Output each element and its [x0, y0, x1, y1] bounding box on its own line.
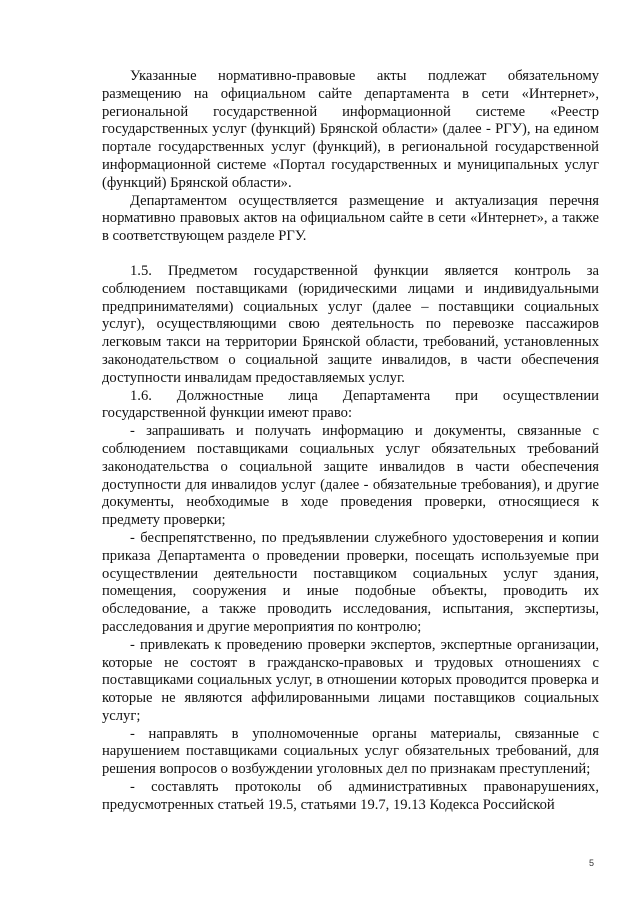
list-item-request-info: - запрашивать и получать информацию и документы, связанные с соблюдением поставщиками социальных услуг обязательных требований законодательства о социальной защите инвалидов в части обеспечения доступности для инвалидов услуг (далее - обязательные требования), и другие документы, необходимые в ходе проведения проверки, относящиеся к предмету проверки;: [102, 423, 599, 529]
list-item-send-materials: - направлять в уполномоченные органы материалы, связанные с нарушением поставщиками социальных услуг обязательных требований, для решения вопросов о возбуждении уголовных дел по признакам преступлений;: [102, 725, 599, 778]
list-item-engage-experts: - привлекать к проведению проверки экспертов, экспертные организации, которые не состоят в гражданско-правовых и трудовых отношениях с поставщиками социальных услуг, в отношении которых проводится проверка и которые не являются аффилированными лицами поставщиков социальных услуг;: [102, 636, 599, 724]
paragraph-section-1-5: 1.5. Предметом государственной функции является контроль за соблюдением поставщиками (юридическими лицами и индивидуальными предпринимателями) социальных услуг (далее – поставщики социальных услуг), осуществляющими свою деятельность по перевозке пассажиров легковым такси на территории Брянской области, требований, установленных законодательством о социальной защите инвалидов, в части обеспечения доступности инвалидам предоставляемых услуг.: [102, 262, 599, 386]
list-item-draw-protocols: - составлять протоколы об административных правонарушениях, предусмотренных статьей 19.5, статьями 19.7, 19.13 Кодекса Российской: [102, 779, 599, 813]
paragraph-publication: Указанные нормативно-правовые акты подлежат обязательному размещению на официальном сайте департамента в сети «Интернет», региональной государственной информационной системе «Реестр государственных услуг (функций) Брянской области» (далее - РГУ), на едином портале государственных услуг (функций), в региональной государственной информационной системе «Портал государственных и муниципальных услуг (функций) Брянской области».: [102, 68, 599, 191]
paragraph-list-update: Департаментом осуществляется размещение и актуализация перечня нормативно правовых актов на официальном сайте в сети «Интернет», а также в соответствующем разделе РГУ.: [102, 192, 599, 245]
paragraph-section-1-6: 1.6. Должностные лица Департамента при осуществлении государственной функции имеют право:: [102, 387, 599, 422]
list-item-visit-premises: - беспрепятственно, по предъявлении служебного удостоверения и копии приказа Департамента о проведении проверки, посещать используемые при осуществлении деятельности поставщиком социальных услуг здания, помещения, сооружения и иные подобные объекты, проводить их обследование, а также проводить исследования, испытания, экспертизы, расследования и другие мероприятия по контролю;: [102, 529, 599, 635]
document-body: [102, 68, 599, 815]
page-number: 5: [589, 858, 595, 868]
